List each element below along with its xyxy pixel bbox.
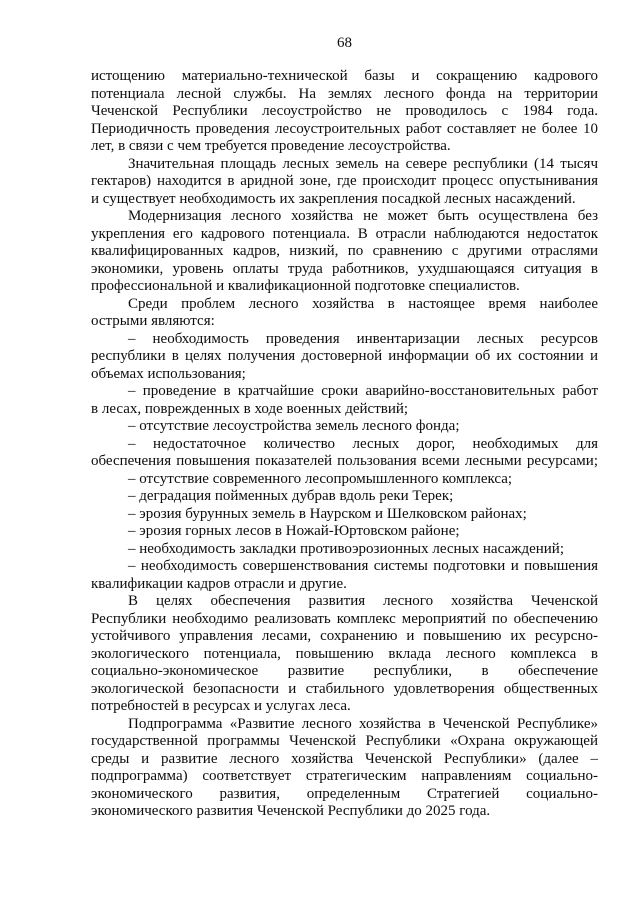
paragraph xyxy=(91,68,598,156)
text-line: В целях обеспечения развития лесного хозяйства Чеченской xyxy=(128,593,598,609)
list-item xyxy=(91,541,598,559)
list-item xyxy=(91,558,598,593)
text-line: профессиональной и квалификационной подготовке специалистов. xyxy=(91,278,520,294)
text-line: истощению материально-технической базы и сокращению кадрового xyxy=(91,68,598,84)
text-line: лет, в связи с чем требуется проведение лесоустройства. xyxy=(91,138,451,154)
text-line: гектаров) находится в аридной зоне, где происходит процесс опустынивания xyxy=(91,173,598,189)
text-line: Чеченской Республики лесоустройство не проводилось с 1984 года. xyxy=(91,103,598,119)
text-line: подпрограмма) соответствует стратегическим направлениям социально- xyxy=(91,768,598,784)
text-line: – недостаточное количество лесных дорог, необходимых для xyxy=(128,435,598,452)
text-line: – эрозия бурунных земель в Наурском и Шелковском районах; xyxy=(128,505,527,522)
paragraph xyxy=(91,296,598,331)
text-line: государственной программы Чеченской Республики «Охрана окружающей xyxy=(91,733,598,749)
list-item xyxy=(91,523,598,541)
text-line: – необходимость совершенствования системы подготовки и повышения xyxy=(128,558,598,574)
text-line: обеспечения повышения показателей пользования всеми лесными ресурсами; xyxy=(91,453,598,469)
text-line: Модернизация лесного хозяйства не может быть осуществлена без xyxy=(128,208,598,224)
text-line: Среди проблем лесного хозяйства в настоящее время наиболее xyxy=(128,295,598,312)
document-body xyxy=(91,68,598,821)
paragraph xyxy=(91,716,598,821)
text-line: экономического развития Чеченской Республики до 2025 года. xyxy=(91,803,491,819)
text-line: потенциала лесной службы. На землях лесного фонда на территории xyxy=(91,85,598,102)
text-line: Периодичность проведения лесоустроительных работ составляет не более 10 xyxy=(91,120,598,137)
text-line: республики в целях получения достоверной информации об их состоянии и xyxy=(91,348,598,364)
list-item xyxy=(91,471,598,489)
text-line: устойчивого управления лесами, сохранению и повышению их ресурсно- xyxy=(91,628,598,644)
text-line: потребностей в ресурсах и услугах леса. xyxy=(91,698,351,714)
text-line: острыми являются: xyxy=(91,313,215,329)
text-line: социально-экономическое развитие республики, в обеспечение xyxy=(91,663,598,679)
text-line: – деградация пойменных дубрав вдоль реки Терек; xyxy=(128,488,454,504)
text-line: – отсутствие современного лесопромышленного комплекса; xyxy=(128,470,513,487)
list-item xyxy=(91,506,598,524)
text-line: – проведение в кратчайшие сроки аварийно-восстановительных работ xyxy=(128,383,598,399)
list-item xyxy=(91,331,598,384)
text-line: Значительная площадь лесных земель на севере республики (14 тысяч xyxy=(128,155,598,172)
list-item xyxy=(91,383,598,418)
text-line: квалифицированных кадров, низкий, по сравнению с другими отраслями xyxy=(91,243,598,259)
list-item xyxy=(91,488,598,506)
paragraph xyxy=(91,208,598,296)
text-line: экологического потенциала, повышению вклада лесного комплекса в xyxy=(91,645,598,662)
paragraph xyxy=(91,156,598,209)
text-line: среды и развитие лесного хозяйства Чеченской Республики» (далее – xyxy=(91,750,598,767)
text-line: экономики, уровень оплаты труда работников, ухудшающаяся ситуация в xyxy=(91,260,598,277)
text-line: – эрозия горных лесов в Ножай-Юртовском районе; xyxy=(128,523,460,539)
list-item xyxy=(91,436,598,471)
text-line: Подпрограмма «Развитие лесного хозяйства в Чеченской Республике» xyxy=(128,715,598,732)
text-line: в лесах, поврежденных в ходе военных действий; xyxy=(91,400,409,417)
text-line: укрепления его кадрового потенциала. В отрасли наблюдаются недостаток xyxy=(91,225,598,242)
text-line: экологической безопасности и стабильного удовлетворения общественных xyxy=(91,680,598,697)
paragraph xyxy=(91,593,598,716)
text-line: Республики необходимо реализовать комплекс мероприятий по обеспечению xyxy=(91,610,598,627)
text-line: экономического развития, определенным Стратегией социально- xyxy=(91,785,598,802)
list-item xyxy=(91,418,598,436)
text-line: объемах использования; xyxy=(91,365,246,382)
text-line: – отсутствие лесоустройства земель лесного фонда; xyxy=(128,418,460,434)
text-line: и существует необходимость их закрепления посадкой лесных насаждений. xyxy=(91,190,576,207)
text-line: квалификации кадров отрасли и другие. xyxy=(91,575,347,592)
text-line: – необходимость закладки противоэрозионных лесных насаждений; xyxy=(128,540,564,557)
text-line: – необходимость проведения инвентаризации лесных ресурсов xyxy=(128,330,598,347)
page-number: 68 xyxy=(337,35,352,51)
